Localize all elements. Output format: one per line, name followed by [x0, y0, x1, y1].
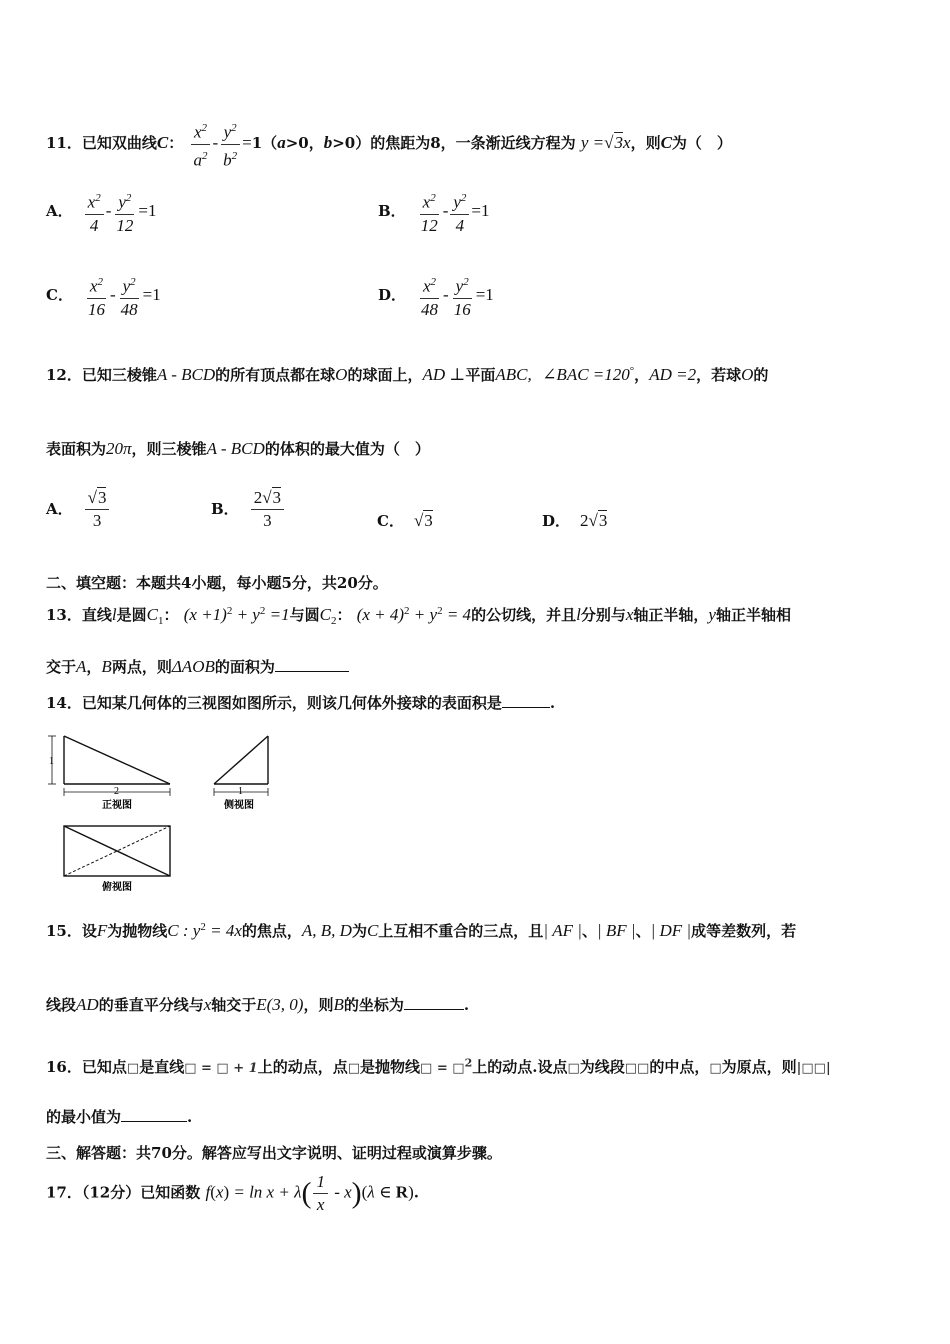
q14-answer-blank[interactable] [502, 693, 550, 708]
q12-option-b[interactable]: B． $\frac{2√3}{3}$ [211, 488, 286, 531]
q11-eq-term1: $\frac{x^2}{a^2}$ [190, 118, 210, 170]
q12-option-a[interactable]: A． $\frac{√3}{3}$ [46, 488, 111, 531]
side-view-width-label: 1 [238, 786, 243, 797]
q11-option-b[interactable]: B． $\frac{x^2}{12}$ - $\frac{y^2}{4}$ =1 [378, 188, 490, 236]
q13-answer-blank[interactable] [275, 657, 349, 672]
front-view-width-label: 2 [114, 786, 119, 797]
top-view-caption: 俯视图 [102, 882, 132, 893]
q12-number: 12． [46, 366, 82, 384]
q16-stem-line1: 16．已知点□是直线□ = □ + 1上的动点，点□是抛物线□ = □$^2$上的动点.设点□为线段□□的中点，□为原点，则|□□| [46, 1056, 831, 1076]
side-view-caption: 侧视图 [224, 800, 254, 811]
q12-stem-line2: 表面积为20π，则三棱锥A - BCD的体积的最大值为（ ） [46, 439, 430, 458]
q15-stem-line1: 15．设F为抛物线C : $y^2 = 4x$的焦点，A, B, D为C上互相不重合的三点，且| AF |、| BF |、| DF |成等差数列，若 [46, 921, 797, 940]
front-view [64, 736, 170, 784]
q15-stem-line2: 线段AD的垂直平分线与x轴交于E(3, 0)，则B的坐标为 . [46, 995, 470, 1014]
q13-stem-line2: 交于A，B两点，则ΔAOB的面积为 [46, 656, 349, 677]
q15-number: 15． [46, 922, 82, 940]
q14-number: 14． [46, 694, 82, 712]
section-solution-heading: 三、解答题：共70分。解答应写出文字说明、证明过程或演算步骤。 [46, 1144, 502, 1162]
q14-three-view-figure [40, 728, 280, 898]
q13-number: 13． [46, 606, 82, 624]
q11-option-c[interactable]: C． $\frac{x^2}{16}$ - $\frac{y^2}{48}$ =1 [46, 272, 161, 320]
q17-stem: 17．（12分）已知函数 f(x) = ln x + λ( $\frac{1}{x}$ - x)(λ ∈ R). [46, 1172, 419, 1214]
section-fill-in-heading: 二、填空题：本题共4小题，每小题5分，共20分。 [46, 574, 388, 592]
q11-number: 11． [46, 134, 82, 153]
q17-number: 17． [46, 1183, 82, 1202]
q16-number: 16． [46, 1058, 82, 1076]
side-view [214, 736, 268, 784]
front-view-height-label: 1 [49, 756, 54, 767]
q11-eq-term2: $\frac{y^2}{b^2}$ [220, 118, 240, 170]
q11-asymptote: y =√3x [580, 133, 631, 153]
q14-stem: 14．已知某几何体的三视图如图所示，则该几何体外接球的表面积是 . [46, 694, 556, 712]
front-view-caption: 正视图 [102, 800, 132, 811]
q11-stem: 11．已知双曲线C： $\frac{x^2}{a^2}$ - $\frac{y^2}{b^2}$ =1（a>0，b>0）的焦距为8，一条渐近线方程为 y =√3x，则C为（ ） [46, 118, 732, 170]
q12-option-d[interactable]: D． 2√3 [542, 511, 608, 530]
q11-option-a[interactable]: A． $\frac{x^2}{4}$ - $\frac{y^2}{12}$ =1 [46, 188, 156, 236]
q12-option-c[interactable]: C． √3 [377, 511, 433, 530]
q15-answer-blank[interactable] [404, 995, 464, 1010]
q16-answer-blank[interactable] [121, 1107, 187, 1122]
q12-stem-line1: 12．已知三棱锥A - BCD的所有顶点都在球O的球面上，AD ⊥平面ABC, ∠BAC =120°，AD =2，若球O的 [46, 365, 769, 384]
q16-stem-line2: 的最小值为 . [46, 1108, 193, 1126]
q13-stem-line1: 13．直线l是圆$C_1$： $(x +1)^2 + y^2 =1$与圆$C_2$： $(x + 4)^2 + y^2 = 4$的公切线，并且l分别与x轴正半轴，y轴正半轴相 [46, 605, 791, 627]
q11-option-d[interactable]: D． $\frac{x^2}{48}$ - $\frac{y^2}{16}$ =1 [378, 272, 494, 320]
